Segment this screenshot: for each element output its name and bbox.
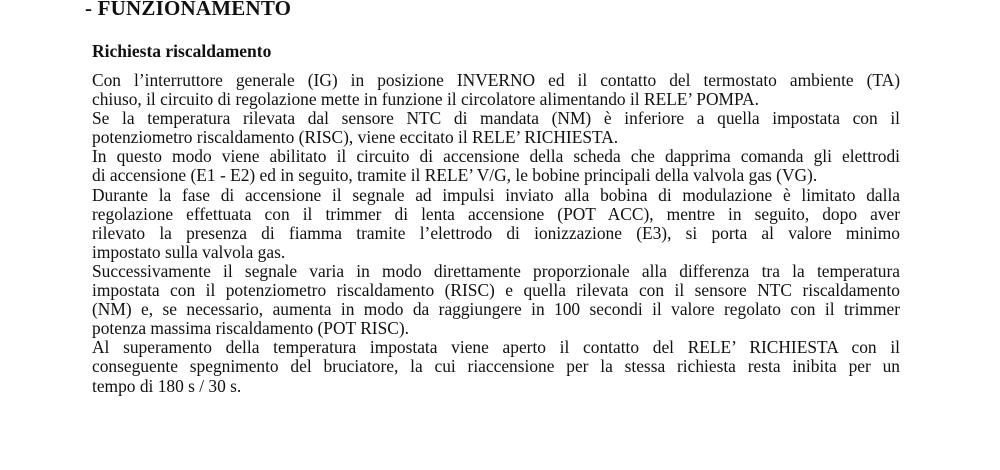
body-line: di accensione (E1 - E2) ed in seguito, tramite il RELE’ V/G, le bobine principali della valvola gas (VG). — [92, 165, 818, 186]
body-line: In questo modo viene abilitato il circuito di accensione della scheda che dapprima comanda gli elettrodi — [92, 146, 900, 167]
body-line: Durante la fase di accensione il segnale ad impulsi inviato alla bobina di modulazione è limitato dalla — [92, 184, 900, 205]
section-heading: - FUNZIONAMENTO — [85, 0, 292, 20]
body-line: rilevato la presenza di fiamma tramite l’elettrodo di ionizzazione (E3), si porta al valore minimo — [92, 222, 900, 243]
body-line: Se la temperatura rilevata dal sensore NTC di mandata (NM) è inferiore a quella impostata con il — [92, 108, 900, 129]
body-line: regolazione effettuata con il trimmer di lenta accensione (POT ACC), mentre in seguito, dopo aver — [92, 203, 900, 224]
section-subheading: Richiesta riscaldamento — [92, 41, 272, 61]
body-line: impostato sulla valvola gas. — [92, 241, 286, 262]
body-line: Successivamente il segnale varia in modo direttamente proporzionale alla differenza tra la temperatura — [92, 260, 900, 281]
body-line: tempo di 180 s / 30 s. — [92, 375, 242, 396]
body-line: potenziometro riscaldamento (RISC), viene eccitato il RELE’ RICHIESTA. — [92, 127, 619, 148]
body-text — [92, 71, 900, 396]
body-line: potenza massima riscaldamento (POT RISC). — [92, 318, 409, 339]
body-line: impostata con il potenziometro riscaldamento (RISC) e quella rilevata con il sensore NTC riscaldamento — [92, 280, 900, 301]
body-line: Con l’interruttore generale (IG) in posizione INVERNO ed il contatto del termostato ambiente (TA) — [92, 70, 900, 90]
body-line: (NM) e, se necessario, aumenta in modo da raggiungere in 100 secondi il valore regolato con il trimmer — [92, 299, 900, 320]
body-line: chiuso, il circuito di regolazione mette in funzione il circolatore alimentando il RELE’ POMPA. — [92, 89, 759, 110]
body-line: Al superamento della temperatura impostata viene aperto il contatto del RELE’ RICHIESTA con il — [92, 337, 900, 358]
body-line: conseguente spegnimento del bruciatore, la cui riaccensione per la stessa richiesta resta inibita per un — [92, 356, 900, 377]
